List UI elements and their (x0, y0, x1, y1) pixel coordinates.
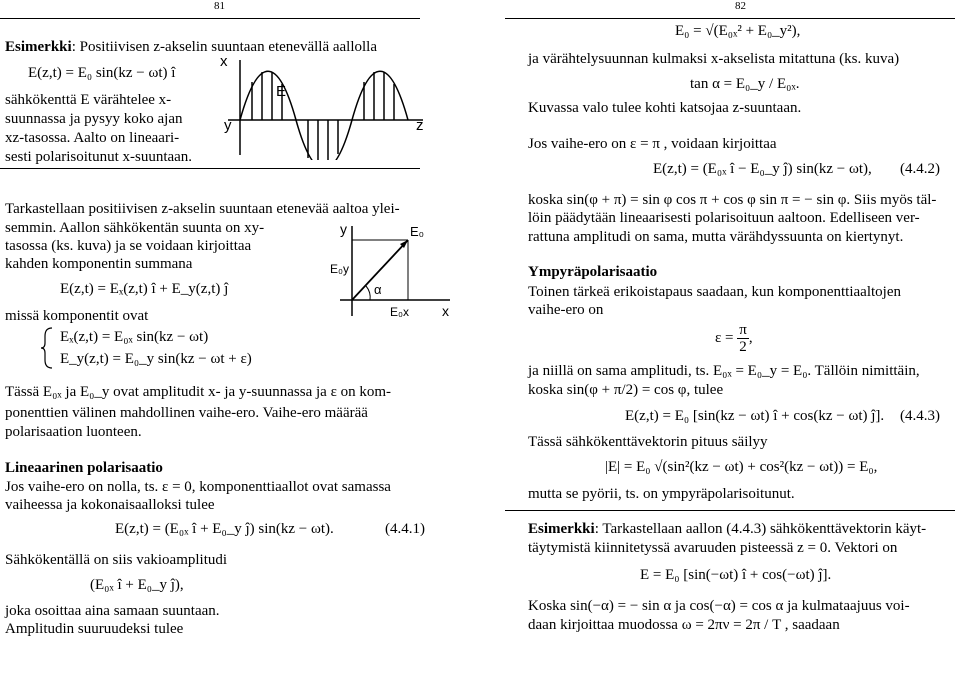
text-line: tasossa (ks. kuva) ja se voidaan kirjoittaa (5, 238, 252, 254)
polarization-vector-figure (330, 218, 455, 323)
divider (0, 18, 420, 19)
section-heading-linear: Lineaarinen polarisaatio (5, 460, 163, 476)
axis-label-y: y (340, 221, 347, 237)
eps-label: ε = (715, 329, 734, 346)
equation-amplitude: (E₀ₓ î + E₀_y ĵ), (90, 577, 184, 593)
comma: , (748, 329, 753, 346)
text-line: koska sin(φ + π/2) = cos φ, tulee (528, 382, 724, 398)
axis-label-x: x (442, 303, 449, 319)
text-line: Jos vaihe-ero on ε = π , voidaan kirjoittaa (528, 136, 777, 152)
sine-curve (240, 71, 408, 160)
text-line: täytymistä kiinnitetyssä avaruuden pisteessä z = 0. Vektori on (528, 540, 898, 556)
text-line: ja niillä on sama amplitudi, ts. E₀ₓ = E₀_y = E₀. Tällöin nimittäin, (528, 363, 920, 379)
text-line: suunnassa ja pysyy koko ajan (5, 111, 183, 127)
field-vectors (252, 72, 394, 160)
label-e0y: E₀y (330, 262, 349, 276)
text-line: löin päädytään lineaarisesti polarisoituun aaltoon. Edelliseen ver- (528, 210, 920, 226)
example-heading: Esimerkki (5, 39, 72, 55)
text-line: Tarkastellaan positiivisen z-akselin suuntaan etenevää aaltoa ylei- (5, 201, 400, 217)
sine-wave-figure (218, 50, 438, 160)
equation-sum-components: E(z,t) = Eₓ(z,t) î + E_y(z,t) ĵ (60, 281, 229, 297)
brace (40, 326, 54, 370)
text-line: semmin. Aallon sähkökentän suunta on xy- (5, 220, 265, 236)
text-line: Sähkökentällä on siis vakioamplitudi (5, 552, 228, 568)
equation-component-y: E_y(z,t) = E₀_y sin(kz − ωt + ε) (60, 351, 252, 367)
left-page (0, 0, 455, 674)
text-line: Toinen tärkeä erikoistapaus saadaan, kun komponenttiaaltojen (528, 284, 901, 300)
divider (505, 510, 955, 511)
vector-label-e: E (276, 83, 287, 100)
text-line: Tässä sähkökenttävektorin pituus säilyy (528, 434, 768, 450)
denominator: 2 (739, 339, 747, 355)
axis-label-z: z (416, 117, 424, 134)
text-line: Koska sin(−α) = − sin α ja cos(−α) = cos α ja kulmataajuus voi- (528, 598, 910, 614)
label-e0x: E₀x (390, 305, 409, 319)
equation-tan-alpha: tan α = E₀_y / E₀ₓ. (690, 76, 800, 92)
label-alpha: α (374, 282, 382, 297)
equation-number: (4.4.2) (900, 161, 940, 177)
equation-4-4-2: E(z,t) = (E₀ₓ î − E₀_y ĵ) sin(kz − ωt), (653, 161, 872, 177)
equation-phase-difference (715, 322, 753, 355)
text-line: Jos vaihe-ero on nolla, ts. ε = 0, komponenttiaallot ovat samassa (5, 479, 391, 495)
text-line: daan kirjoittaa muodossa ω = 2πν = 2π / T , saadaan (528, 617, 840, 633)
divider (505, 18, 955, 19)
text-line: joka osoittaa aina samaan suuntaan. (5, 603, 220, 619)
text-line: vaihe-ero on (528, 302, 604, 318)
equation-4-4-1: E(z,t) = (E₀ₓ î + E₀_y ĵ) sin(kz − ωt). (115, 521, 334, 537)
example-heading-line (528, 520, 926, 538)
equation-norm: |E| = E₀ √(sin²(kz − ωt) + cos²(kz − ωt)) = E₀, (605, 459, 878, 475)
example-heading-text: : Positiivisen z-akselin suuntaan etenevällä aallolla (71, 39, 378, 55)
equation-4-4-3: E(z,t) = E₀ [sin(kz − ωt) î + cos(kz − ωt) ĵ]. (625, 408, 885, 424)
equation-e0-magnitude: E₀ = √(E₀ₓ² + E₀_y²), (675, 23, 801, 39)
text-line: rattuna amplitudi on sama, mutta värähdyssuunta on kiertynyt. (528, 229, 904, 245)
text-line: Amplitudin suuruudeksi tulee (5, 621, 184, 637)
fraction (737, 322, 749, 355)
axis-label-y: y (224, 117, 232, 134)
text-line: polarisaation luonteen. (5, 424, 142, 440)
numerator: π (739, 322, 747, 338)
divider (0, 168, 420, 169)
page-number: 81 (214, 0, 225, 12)
equation-linear-x: E(z,t) = E₀ sin(kz − ωt) î (28, 65, 176, 81)
text-line: sähkökenttä E värähtelee x- (5, 92, 172, 108)
page-number: 82 (735, 0, 746, 12)
label-e0: E₀ (410, 224, 425, 239)
example-heading: Esimerkki (528, 521, 595, 537)
equation-component-x: Eₓ(z,t) = E₀ₓ sin(kz − ωt) (60, 329, 209, 345)
axis-label-x: x (220, 53, 228, 70)
text-line: ponenttien välinen mahdollinen vaihe-ero. Vaihe-ero määrää (5, 405, 368, 421)
text-line: vaiheessa ja kokonaisaalloksi tulee (5, 497, 215, 513)
text-line: missä komponentit ovat (5, 308, 149, 324)
text-line: sesti polarisoitunut x-suuntaan. (5, 149, 193, 165)
text-line: ja värähtelysuunnan kulmaksi x-akselista mitattuna (ks. kuva) (528, 51, 900, 67)
angle-arc (366, 286, 370, 300)
text-line: Tässä E₀ₓ ja E₀_y ovat amplitudit x- ja y-suunnassa ja ε on kom- (5, 384, 392, 400)
text-line: koska sin(φ + π) = sin φ cos π + cos φ sin π = − sin φ. Siis myös täl- (528, 192, 937, 208)
text-line: xz-tasossa. Aalto on lineaari- (5, 130, 180, 146)
section-heading-circular: Ympyräpolarisaatio (528, 264, 658, 280)
equation-number: (4.4.3) (900, 408, 940, 424)
text-line: mutta se pyörii, ts. on ympyräpolarisoitunut. (528, 486, 795, 502)
equation-number: (4.4.1) (385, 521, 425, 537)
example-heading-text: : Tarkastellaan aallon (4.4.3) sähkökenttävektorin käyt- (594, 521, 927, 537)
equation-vector-z0: E = E₀ [sin(−ωt) î + cos(−ωt) ĵ]. (640, 567, 832, 583)
text-line: Kuvassa valo tulee kohti katsojaa z-suuntaan. (528, 100, 802, 116)
right-page (505, 0, 960, 674)
text-line: kahden komponentin summana (5, 256, 193, 272)
